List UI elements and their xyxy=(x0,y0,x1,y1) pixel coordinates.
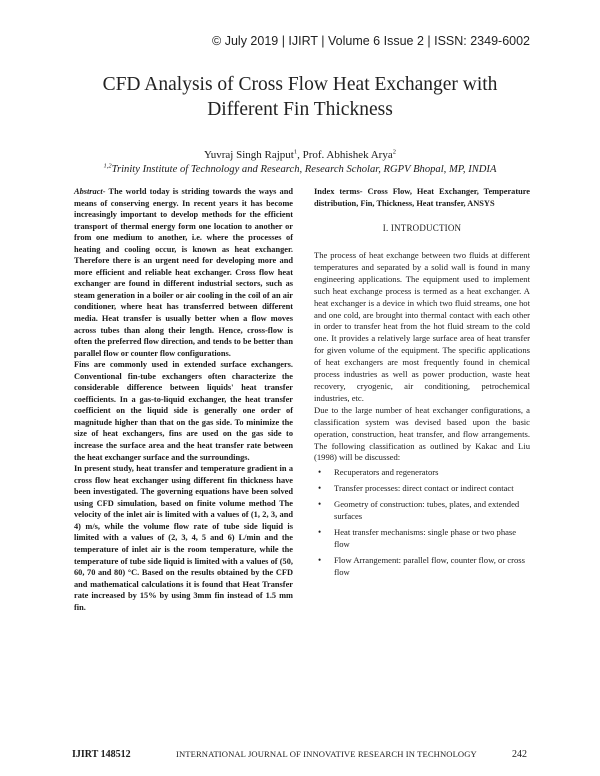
section-heading-introduction: I. INTRODUCTION xyxy=(382,223,462,234)
list-item-text: Flow Arrangement: parallel flow, counter flow, or cross flow xyxy=(334,554,525,577)
page-number: 242 xyxy=(512,749,527,760)
journal-header: © July 2019 | IJIRT | Volume 6 Issue 2 | ISSN: 2349-6002 xyxy=(212,34,530,48)
title-line-2: Different Fin Thickness xyxy=(207,99,393,120)
author-1-sup: 1 xyxy=(293,148,298,156)
bullet-icon: • xyxy=(318,467,322,478)
title-line-1: CFD Analysis of Cross Flow Heat Exchanger with xyxy=(102,74,498,95)
list-item-text: Geometry of construction: tubes, plates, and extended surfaces xyxy=(334,499,520,522)
bullet-icon: • xyxy=(318,526,322,537)
affiliation xyxy=(60,163,540,177)
bullet-icon: • xyxy=(318,483,322,494)
abstract-column xyxy=(74,186,293,613)
intro-paragraph-1: The process of heat exchange between two fluids at different temperatures and separated by a solid wall is found in many engineering applications. The equipment used to implement such heat exchange process is termed as a heat exchanger. A heat exchanger is a device in which two fluid streams, one hot and one cold, are brought into thermal contact with each other in order to transfer heat from the hot fluid stream to the cold one. It provides a relatively large surface area of heat transfer for given volume of the equipment. The specific applications of heat exchangers are most frequently found in chemical process industries as well as power production, waste heat recovery, cryogenic, air conditioning, petrochemical industries, etc. xyxy=(314,250,530,403)
author-2-sup: 2 xyxy=(392,148,396,156)
index-terms: Index terms- Cross Flow, Heat Exchanger, Temperature distribution, Fin, Thickness, Heat transfer, ANSYS xyxy=(314,187,530,208)
author-1: Yuvraj Singh Rajput xyxy=(204,149,294,161)
bullet-icon: • xyxy=(318,499,322,510)
author-2: , Prof. Abhishek Arya xyxy=(297,149,393,161)
bullet-icon: • xyxy=(318,554,322,565)
abstract-p1-text: The world today is striding towards the ways and means of conserving energy. In recent years it has become increasingly important to develop methods for the efficient transport of thermal energy form one location to another or from one medium to another, i.e. where the processes of heating and cooling occur, is known as heat exchanger. Therefore there is an urgent need for developing more and more efficient and reliable heat exchanger. Cross flow heat exchanger are found in different industrial sectors, such as steam generation in a boiler or air cooling in the coil of an air conditioner, where heat has transferred between different media. Heat transfer is usually better when a flow moves across tubes than along their length. Hence, cross-flow is often the preferred flow direction, and tends to be better than parallel flow or counter flow configurations. xyxy=(74,187,293,358)
list-item xyxy=(314,527,530,551)
list-item xyxy=(314,483,530,495)
list-item-text: Recuperators and regenerators xyxy=(334,467,439,478)
footer-paper-id: IJIRT 148512 xyxy=(72,749,131,760)
classification-list xyxy=(314,467,530,578)
list-item-text: Heat transfer mechanisms: single phase or two phase flow xyxy=(334,526,517,549)
abstract-paragraph-1 xyxy=(74,186,293,359)
affiliation-text: Trinity Institute of Technology and Research, Research Scholar, RGPV Bhopal, MP, INDIA xyxy=(111,164,497,175)
author-line xyxy=(60,148,540,162)
intro-paragraph-2: Due to the large number of heat exchanger configurations, a classification system was devised based upon the basic operation, construction, heat transfer, and flow arrangements. The following classification as outlined by Kakac and Liu (1998) will be discussed: xyxy=(314,404,530,463)
abstract-paragraph-2: Fins are commonly used in extended surface exchangers. Conventional fin-tube exchangers often characterize the considerable difference between liquids' heat transfer coefficients. In a gas-to-liquid exchanger, the heat transfer coefficient on the liquid side is generally one order of magnitude higher than that on the gas side. To minimize the size of heat exchangers, fins are used on the gas side to increase the surface area and the heat transfer rate between the heat exchanger surface and the surroundings. xyxy=(74,360,293,462)
abstract-paragraph-3: In present study, heat transfer and temperature gradient in a cross flow heat exchanger using different fin thickness have been investigated. The governing equations have been solved using CFD simulation, based on finite volume method The velocity of the inlet air is limited with a values of (1, 2, 3, and 4) m/s, while the volume flow rate of tube side liquid is limited with a values of (2, 3, 4, 5 and 6) L/min and the temperature of inlet air is the room temperature, while the temperature of tube side liquid is limited with a values of (50, 60, 70 and 80) °C. Based on the results obtained by the CFD and mathematical calculations it is found that Heat Transfer rate increased by 15% by using 3mm fin instead of 1.5 mm fin. xyxy=(74,464,293,612)
list-item-text: Transfer processes: direct contact or indirect contact xyxy=(334,483,514,494)
footer-journal-name: INTERNATIONAL JOURNAL OF INNOVATIVE RESEARCH IN TECHNOLOGY xyxy=(176,749,477,759)
paper-title xyxy=(60,72,540,122)
affiliation-sup: 1,2 xyxy=(103,162,112,170)
abstract-label: Abstract- xyxy=(74,187,106,196)
list-item xyxy=(314,555,530,579)
introduction-column xyxy=(314,186,530,583)
list-item xyxy=(314,499,530,523)
list-item xyxy=(314,467,530,479)
